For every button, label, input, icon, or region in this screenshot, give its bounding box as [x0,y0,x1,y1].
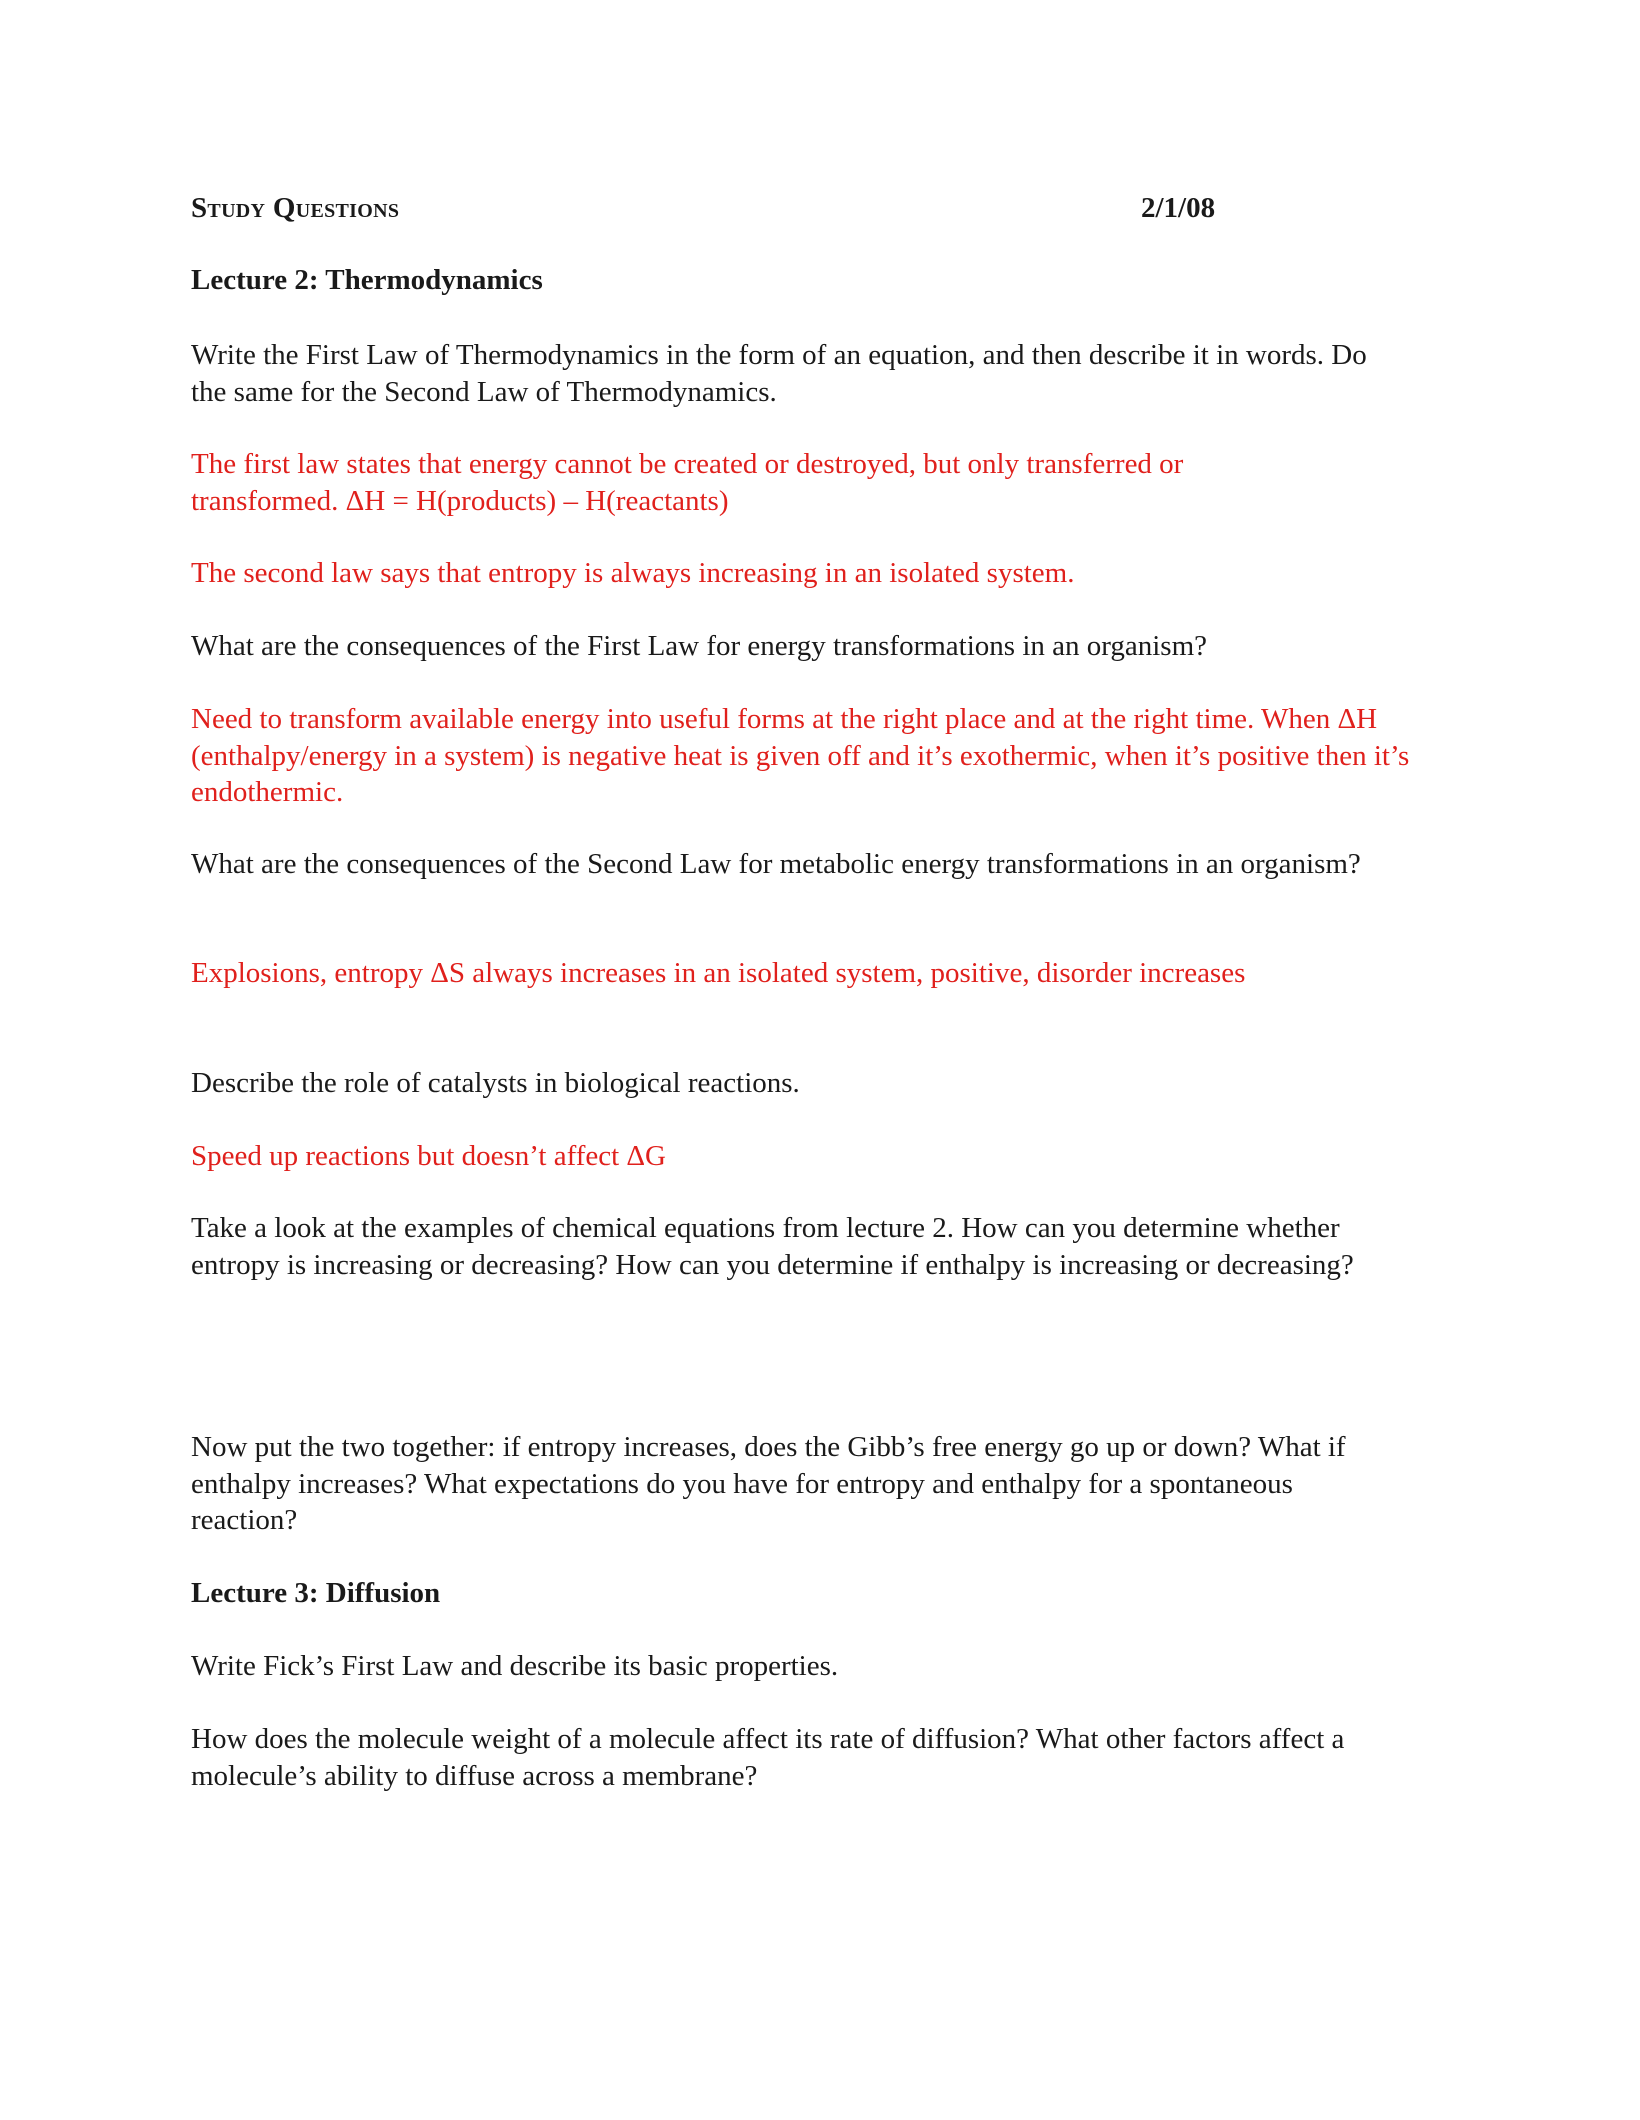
question-second-law-consequences: What are the consequences of the Second Law for metabolic energy transformations in an organism? [191,848,1361,880]
document-header [191,192,1231,232]
question-catalysts: Describe the role of catalysts in biological reactions. [191,1067,800,1099]
question-first-second-law: Write the First Law of Thermodynamics in the form of an equation, and then describe it in words. Do the same for the Second Law of Thermodynamics. [191,339,1367,408]
question-first-law-consequences: What are the consequences of the First Law for energy transformations in an organism? [191,630,1208,662]
answer-first-law: The first law states that energy cannot be created or destroyed, but only transferred or transformed. ΔH = H(products) – H(reactants) [191,448,1184,517]
question-gibbs-free-energy: Now put the two together: if entropy increases, does the Gibb’s free energy go up or down? What if enthalpy increases? What expectations do you have for entropy and enthalpy for a spontaneous reaction? [191,1431,1346,1536]
answer-second-law-consequences: Explosions, entropy ΔS always increases in an isolated system, positive, disorder increases [191,957,1246,989]
lecture-3-heading: Lecture 3: Diffusion [191,1577,441,1609]
question-entropy-enthalpy: Take a look at the examples of chemical equations from lecture 2. How can you determine whether entropy is increasing or decreasing? How can you determine if enthalpy is increasing or decreasing? [191,1212,1354,1281]
question-ficks-law: Write Fick’s First Law and describe its basic properties. [191,1650,839,1682]
answer-second-law: The second law says that entropy is always increasing in an isolated system. [191,557,1075,589]
answer-first-law-consequences: Need to transform available energy into useful forms at the right place and at the right time. When ΔH (enthalpy/energy in a system) is negative heat is given off and it’s exothermic, when it’s positive then it’s endothermic. [191,703,1410,808]
document-date: 2/1/08 [1141,192,1216,224]
answer-catalysts: Speed up reactions but doesn’t affect ΔG [191,1140,667,1172]
lecture-2-heading: Lecture 2: Thermodynamics [191,264,543,296]
document-title: Study Questions [191,192,400,224]
question-molecular-weight-diffusion: How does the molecule weight of a molecule affect its rate of diffusion? What other factors affect a molecule’s ability to diffuse across a membrane? [191,1723,1345,1792]
